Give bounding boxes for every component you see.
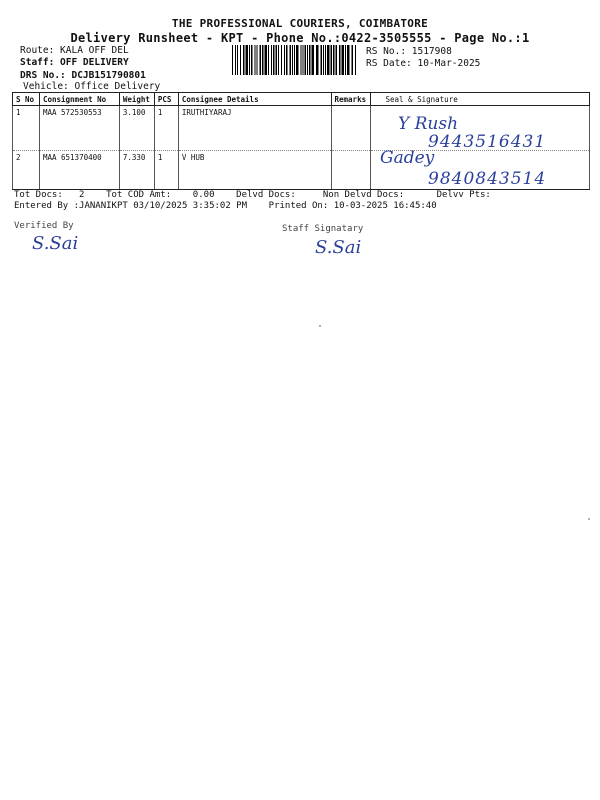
- cell-weight: 7.330: [119, 151, 154, 190]
- handwritten-signature: Gadey: [380, 148, 435, 168]
- barcode-bar: [232, 45, 233, 75]
- drs-number: DRS No.: DCJB151790801: [20, 70, 146, 81]
- barcode-bar: [327, 45, 330, 75]
- col-header-consignment: Consignment No: [39, 93, 119, 106]
- barcode-bar: [246, 45, 249, 75]
- barcode-bar: [276, 45, 278, 75]
- barcode-bar: [325, 45, 326, 75]
- cell-remarks: [331, 106, 371, 151]
- table-header-row: [13, 93, 590, 106]
- col-header-weight: Weight: [119, 93, 154, 106]
- barcode-bar: [355, 45, 356, 75]
- barcode-bar: [323, 45, 324, 75]
- totals-line: Tot Docs: 2 Tot COD Amt: 0.00 Delvd Docs: Non Delvd Docs: Delvv Pts:: [14, 190, 491, 200]
- col-header-sno: S No: [13, 93, 40, 106]
- barcode-bar: [345, 45, 346, 75]
- barcode-bar: [273, 45, 275, 75]
- scan-speck: [319, 325, 321, 327]
- cell-sno: 1: [13, 106, 40, 151]
- col-header-remarks: Remarks: [331, 93, 371, 106]
- barcode-bar: [281, 45, 282, 75]
- cell-consignment: MAA 651370400: [39, 151, 119, 190]
- handwritten-phone: 9443516431: [428, 132, 547, 152]
- barcode-bar: [262, 45, 264, 75]
- barcode-bar: [286, 45, 288, 75]
- barcode-bar: [303, 45, 304, 75]
- barcode-bar: [243, 45, 245, 75]
- barcode-bar: [307, 45, 308, 75]
- vehicle-label: Vehicle: Office Delivery: [23, 81, 161, 92]
- barcode-bar: [237, 45, 238, 75]
- verified-signature: S.Sai: [32, 233, 79, 254]
- barcode-bar: [347, 45, 350, 75]
- company-title: THE PROFESSIONAL COURIERS, COIMBATORE: [171, 17, 429, 30]
- staff-signature-label: Staff Signatary: [282, 224, 364, 234]
- barcode-bar: [301, 45, 302, 75]
- barcode-bar: [265, 45, 268, 75]
- cell-consignee: IRUTHIYARAJ: [178, 106, 331, 151]
- staff-label: Staff: OFF DELIVERY: [20, 57, 129, 68]
- cell-pcs: 1: [154, 151, 178, 190]
- barcode-bar: [235, 45, 236, 75]
- verified-by-label: Verified By: [14, 221, 74, 231]
- barcode-bar: [309, 45, 311, 75]
- barcode-bar: [339, 45, 341, 75]
- barcode-bar: [352, 45, 354, 75]
- barcode-bar: [321, 45, 323, 75]
- cell-sno: 2: [13, 151, 40, 190]
- rs-date: RS Date: 10-Mar-2025: [366, 58, 481, 69]
- barcode-bar: [268, 45, 269, 75]
- route-label: Route: KALA OFF DEL: [20, 45, 129, 56]
- barcode-bar: [305, 45, 307, 75]
- barcode-bar: [255, 45, 256, 75]
- barcode-bar: [278, 45, 279, 75]
- cell-remarks: [331, 151, 371, 190]
- barcode-bar: [294, 45, 295, 75]
- col-header-pcs: PCS: [154, 93, 178, 106]
- rs-number: RS No.: 1517908: [366, 46, 452, 57]
- barcode-bar: [333, 45, 335, 75]
- barcode-bar: [284, 45, 285, 75]
- scan-speck: [588, 518, 590, 520]
- barcode: [232, 45, 356, 75]
- handwritten-phone: 9840843514: [428, 169, 547, 189]
- barcode-bar: [296, 45, 299, 75]
- barcode-bar: [336, 45, 338, 75]
- cell-consignment: MAA 572530553: [39, 106, 119, 151]
- cell-consignee: V HUB: [178, 151, 331, 190]
- barcode-bar: [251, 45, 253, 75]
- handwritten-signature: Y Rush: [398, 114, 459, 134]
- barcode-bar: [342, 45, 345, 75]
- barcode-bar: [249, 45, 250, 75]
- staff-signature: S.Sai: [315, 237, 362, 258]
- barcode-bar: [271, 45, 272, 75]
- barcode-bar: [240, 45, 241, 75]
- barcode-bar: [292, 45, 293, 75]
- cell-pcs: 1: [154, 106, 178, 151]
- cell-weight: 3.100: [119, 106, 154, 151]
- entered-by-line: Entered By :JANANIKPT 03/10/2025 3:35:02 PM Printed On: 10-03-2025 16:45:40: [14, 201, 437, 211]
- barcode-bar: [257, 45, 258, 75]
- barcode-bar: [290, 45, 292, 75]
- barcode-bar: [316, 45, 319, 75]
- barcode-bar: [331, 45, 333, 75]
- barcode-bar: [260, 45, 262, 75]
- barcode-bar: [312, 45, 315, 75]
- col-header-seal: Seal & Signature: [371, 93, 590, 106]
- runsheet-title: Delivery Runsheet - KPT - Phone No.:0422-3505555 - Page No.:1: [70, 31, 530, 45]
- col-header-consignee: Consignee Details: [178, 93, 331, 106]
